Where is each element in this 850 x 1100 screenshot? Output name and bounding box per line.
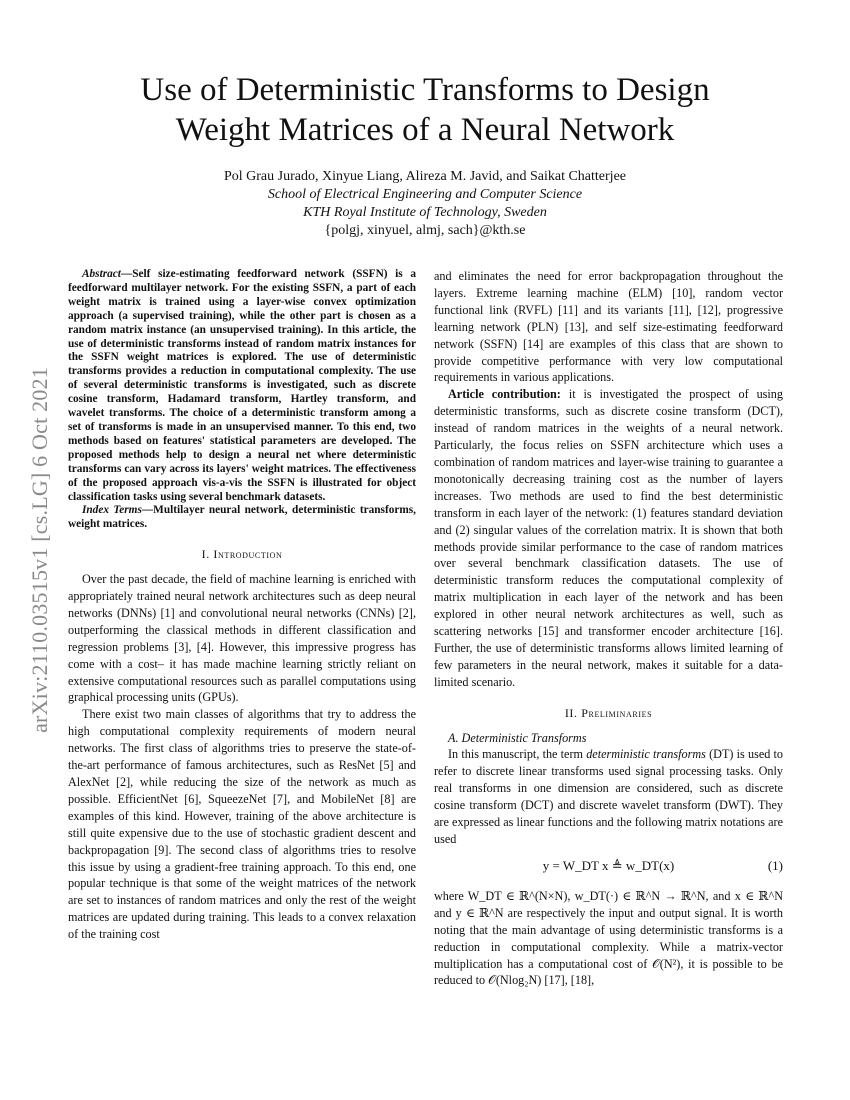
index-terms	[68, 504, 416, 532]
subsection-heading-a: A. Deterministic Transforms	[448, 730, 587, 745]
section-2-number: II.	[564, 705, 578, 720]
paper-title	[100, 70, 750, 150]
intro-paragraph-1: Over the past decade, the field of machine learning is enriched with appropriately trained neural network architectures such as deep neural networks (DNNs) [1] and convolutional neural networks (CNNs) [2], outperforming the classical methods in different classification and regression problems [3], [4]. However, this impressive progress has come with a cost– it has made machine learning strictly reliant on extensive computational resources such as parallel computations using graphical processing units (GPUs).	[68, 572, 416, 705]
dt-p1-pre: In this manuscript, the term	[448, 747, 587, 762]
affiliation-school: School of Electrical Engineering and Computer Science	[267, 187, 583, 202]
contribution-paragraph	[434, 386, 783, 690]
abstract-lead: Abstract	[82, 268, 121, 280]
section-2-title: Preliminaries	[581, 705, 653, 720]
contribution-lead: Article contribution:	[448, 387, 561, 402]
equation-1-number: (1)	[767, 857, 783, 873]
abstract-text: —Self size-estimating feedforward network (SSFN) is a feedforward multilayer network. For the existing SSFN, a part of each weight matrix is trained using a layer-wise convex optimization approach (a supervised training), while the other part is chosen as a random matrix instance (an unsupervised training). In this article, the use of deterministic transforms instead of random matrix instances for the SSFN weight matrices is explored. The use of deterministic transforms provides a reduction in computational complexity. The use of several deterministic transforms is investigated, such as discrete cosine transform, Hadamard transform, Hartley transform, and wavelet transforms. The choice of a deterministic transform among a set of transforms is made in an unsupervised manner. To this end, two methods based on features' statistical parameters are developed. The proposed methods help to design a neural net where deterministic transforms can vary across its layers' weight matrices. The effectiveness of the proposed approach vis-a-vis the SSFN is illustrated for object classification tasks using several benchmark datasets.	[68, 268, 416, 503]
author-emails: {polgj, xinyuel, almj, sach}@kth.se	[324, 223, 526, 238]
dt-p1-emphasis: deterministic transforms	[586, 747, 706, 762]
arxiv-identifier-stamp	[20, 320, 60, 780]
section-heading-preliminaries	[434, 705, 783, 722]
dt-p2-line1: where W_DT ∈ ℝ^(N×N), w_DT(·) ∈ ℝ^N → ℝ^N, and x ∈ ℝ^N	[434, 888, 783, 903]
dt-paragraph-1	[434, 746, 783, 847]
contribution-text: it is investigated the prospect of using deterministic transforms, such as discrete cosine transform (DCT), instead of random matrices in the weights of a neural network. Particularly, the focus relies on SSFN architecture which uses a combination of random matrices and layer-wise training to guarantee a monotonically decreasing training cost as the number of layers increases. Two methods are used to find the best deterministic transform in each layer of the network: (1) features standard deviation and (2) singular values of the correlation matrix. It is shown that both methods provide similar performance to the case of random matrices over several benchmark classification datasets. The use of deterministic transform reduces the computational complexity of matrix multiplication in each layer of the network and has been explored in other neural network architectures as well, such as scattering networks [15] and transformer encoder architecture [16]. Further, the use of deterministic transforms allows limited learning of few parameters in the neural network, makes it suitable for a data-limited scenario.	[434, 387, 783, 689]
section-1-number: I.	[201, 547, 210, 562]
section-heading-introduction	[68, 546, 416, 563]
abstract	[68, 268, 416, 504]
dt-p2-rest: and y ∈ ℝ^N are respectively the input and output signal. It is worth noting that the main advantage of using deterministic transforms is a reduction in computational complexity. While a matrix-vector multiplication has a computational cost of 𝒪(N²), it is possible to be reduced to 𝒪(Nlog₂N) [17], [18],	[434, 905, 783, 988]
index-terms-lead: Index Terms	[82, 504, 142, 517]
equation-1	[434, 858, 783, 878]
equation-1-body: y = W_DT x ≜ w_DT(x)	[542, 857, 675, 873]
title-line-2: Weight Matrices of a Neural Network	[175, 112, 675, 148]
author-names: Pol Grau Jurado, Xinyue Liang, Alireza M. Javid, and Saikat Chatterjee	[223, 169, 626, 184]
author-block	[100, 168, 750, 240]
intro-paragraph-2: There exist two main classes of algorithms that try to address the high computational complexity requirements of modern neural networks. The first class of algorithms tries to preserve the state-of-the-art performance of famous architectures, such as ResNet [5] and AlexNet [2], while reducing the size of the network as much as possible. EfficientNet [6], SqueezeNet [7], and MobileNet [8] are examples of this kind. However, training of the above architecture is still quite expensive due to the use of stochastic gradient descent and backpropagation [9]. The second class of algorithms tries to resolve this issue by using a gradient-free training approach. To this end, one popular technique is that some of the weight matrices of the network are set to instances of random matrices and only the rest of the weight matrices are updated during training. This leads to a convex relaxation of the training cost	[68, 707, 416, 942]
right-column	[434, 268, 783, 989]
arxiv-identifier-text: arXiv:2110.03515v1 [cs.LG] 6 Oct 2021	[27, 367, 52, 733]
dt-p1-post: (DT) is used to refer to discrete linear transforms used signal processing tasks. Only real transforms in one dimension are considered, such as discrete cosine transform (DCT) and discrete wavelet transform (DWT). They are expressed as linear functions and the following matrix notations are used	[434, 747, 783, 846]
index-terms-text: —Multilayer neural network, deterministic transforms, weight matrices.	[68, 504, 416, 531]
right-paragraph-1: and eliminates the need for error backpropagation throughout the layers. Extreme learning machine (ELM) [10], random vector functional link (RVFL) [11] and its variants [11], [12], progressive learning network (PLN) [13], and self size-estimating feedforward network (SSFN) [14] are examples of this class that are shown to provide competitive performance with very low computational requirements in various applications.	[434, 269, 783, 385]
title-line-1: Use of Deterministic Transforms to Design	[140, 72, 710, 108]
dt-paragraph-2	[434, 888, 783, 989]
section-1-title: Introduction	[213, 547, 283, 562]
affiliation-institute: KTH Royal Institute of Technology, Sweden	[303, 205, 547, 220]
left-column	[68, 268, 416, 943]
